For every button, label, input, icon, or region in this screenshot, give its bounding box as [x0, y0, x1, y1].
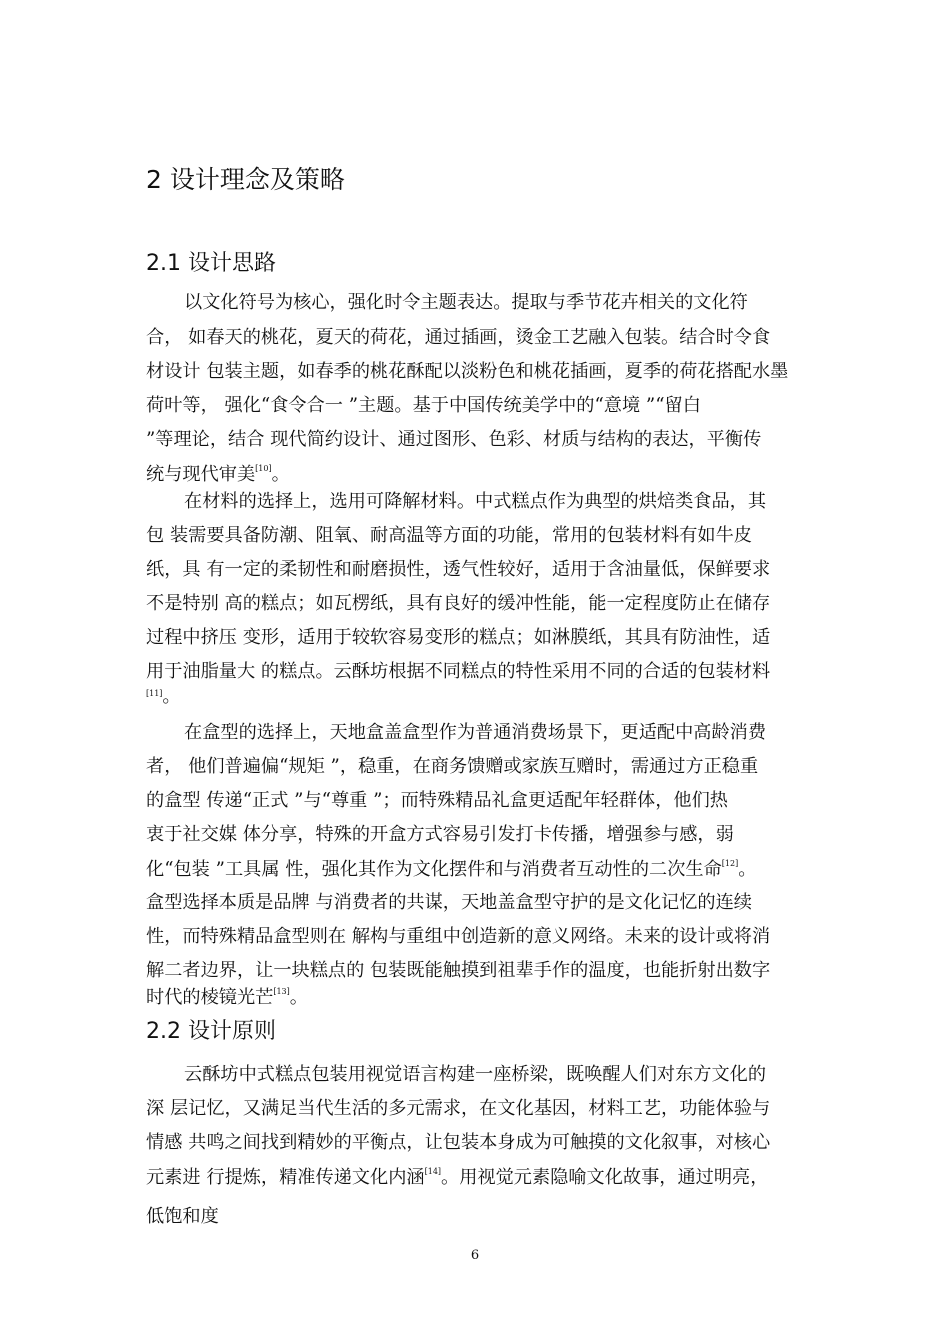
text-line: 过程中挤压 变形，适用于较软容易变形的糕点；如淋膜纸，其具有防油性，适 [146, 627, 771, 648]
chapter-heading: 2 设计理念及策略 [146, 165, 345, 194]
text-span: 元素进 行提炼，精准传递文化内涵 [146, 1167, 425, 1188]
text-line: 低饱和度 [146, 1206, 219, 1227]
text-span: 统与现代审美 [146, 464, 256, 485]
text-line: 解二者边界，让一块糕点的 包装既能触摸到祖辈手作的温度，也能折射出数字 [146, 960, 771, 981]
citation-ref: [13] [273, 987, 290, 996]
text-line: 衷于社交媒 体分享，特殊的开盒方式容易引发打卡传播，增强参与感，弱 [146, 824, 734, 845]
text-line [146, 465, 290, 484]
text-span: 。 [271, 464, 290, 485]
text-line: 用于油脂量大 的糕点。云酥坊根据不同糕点的特性采用不同的合适的包装材料 [146, 661, 771, 682]
text-span: 。 [738, 859, 757, 880]
text-span: 。 [162, 686, 181, 707]
text-line: 云酥坊中式糕点包装用视觉语言构建一座桥梁，既唤醒人们对东方文化的 [184, 1064, 767, 1085]
text-span: 。用视觉元素隐喻文化故事，通过明亮， [441, 1167, 769, 1188]
text-line: 在材料的选择上，选用可降解材料。中式糕点作为典型的烘焙类食品，其 [184, 491, 767, 512]
text-line: 情感 共鸣之间找到精妙的平衡点，让包装本身成为可触摸的文化叙事，对核心 [146, 1132, 771, 1153]
text-line: 在盒型的选择上，天地盒盖盒型作为普通消费场景下，更适配中高龄消费 [184, 722, 767, 743]
text-line: 荷叶等， 强化“食令合一 ”主题。基于中国传统美学中的“意境 ”“留白 [146, 395, 701, 416]
text-line: 合， 如春天的桃花，夏天的荷花，通过插画，烫金工艺融入包装。结合时令食 [146, 327, 771, 348]
text-line: 性，而特殊精品盒型则在 解构与重组中创造新的意义网络。未来的设计或将消 [146, 926, 771, 947]
text-line: 材设计 包装主题，如春季的桃花酥配以淡粉色和桃花插画，夏季的荷花搭配水墨 [146, 361, 789, 382]
citation-ref: [12] [721, 859, 739, 868]
text-line: 纸，具 有一定的柔韧性和耐磨损性，透气性较好，适用于含油量低，保鲜要求 [146, 559, 771, 580]
text-span: 时代的棱镜光芒 [146, 987, 274, 1008]
citation-ref: [10] [255, 464, 272, 473]
citation-ref: [11] [146, 689, 163, 698]
text-line: 以文化符号为核心，强化时令主题表达。提取与季节花卉相关的文化符 [184, 292, 748, 313]
text-span: 。 [289, 987, 308, 1008]
text-line: 深 层记忆，又满足当代生活的多元需求，在文化基因，材料工艺，功能体验与 [146, 1098, 771, 1119]
text-line: ”等理论，结合 现代简约设计、通过图形、色彩、材质与结构的表达，平衡传 [146, 429, 762, 450]
text-line [146, 860, 756, 879]
text-line: 包 装需要具备防潮、阻氧、耐高温等方面的功能，常用的包装材料有如牛皮 [146, 525, 752, 546]
text-line: 不是特别 高的糕点；如瓦楞纸，具有良好的缓冲性能，能一定程度防止在储存 [146, 593, 771, 614]
text-line [146, 988, 308, 1007]
text-line [146, 1168, 768, 1187]
page-number: 6 [470, 1248, 480, 1263]
section-heading-2-2: 2.2 设计原则 [146, 1019, 276, 1044]
text-line: 者， 他们普遍偏“规矩 ”，稳重，在商务馈赠或家族互赠时，需通过方正稳重 [146, 756, 759, 777]
text-line [146, 688, 181, 706]
section-heading-2-1: 2.1 设计思路 [146, 251, 276, 276]
text-line: 的盒型 传递“正式 ”与“尊重 ”；而特殊精品礼盒更适配年轻群体，他们热 [146, 790, 728, 811]
text-line: 盒型选择本质是品牌 与消费者的共谋，天地盖盒型守护的是文化记忆的连续 [146, 892, 752, 913]
text-span: 化“包装 ”工具属 性，强化其作为文化摆件和与消费者互动性的二次生命 [146, 859, 722, 880]
citation-ref: [14] [424, 1167, 442, 1176]
